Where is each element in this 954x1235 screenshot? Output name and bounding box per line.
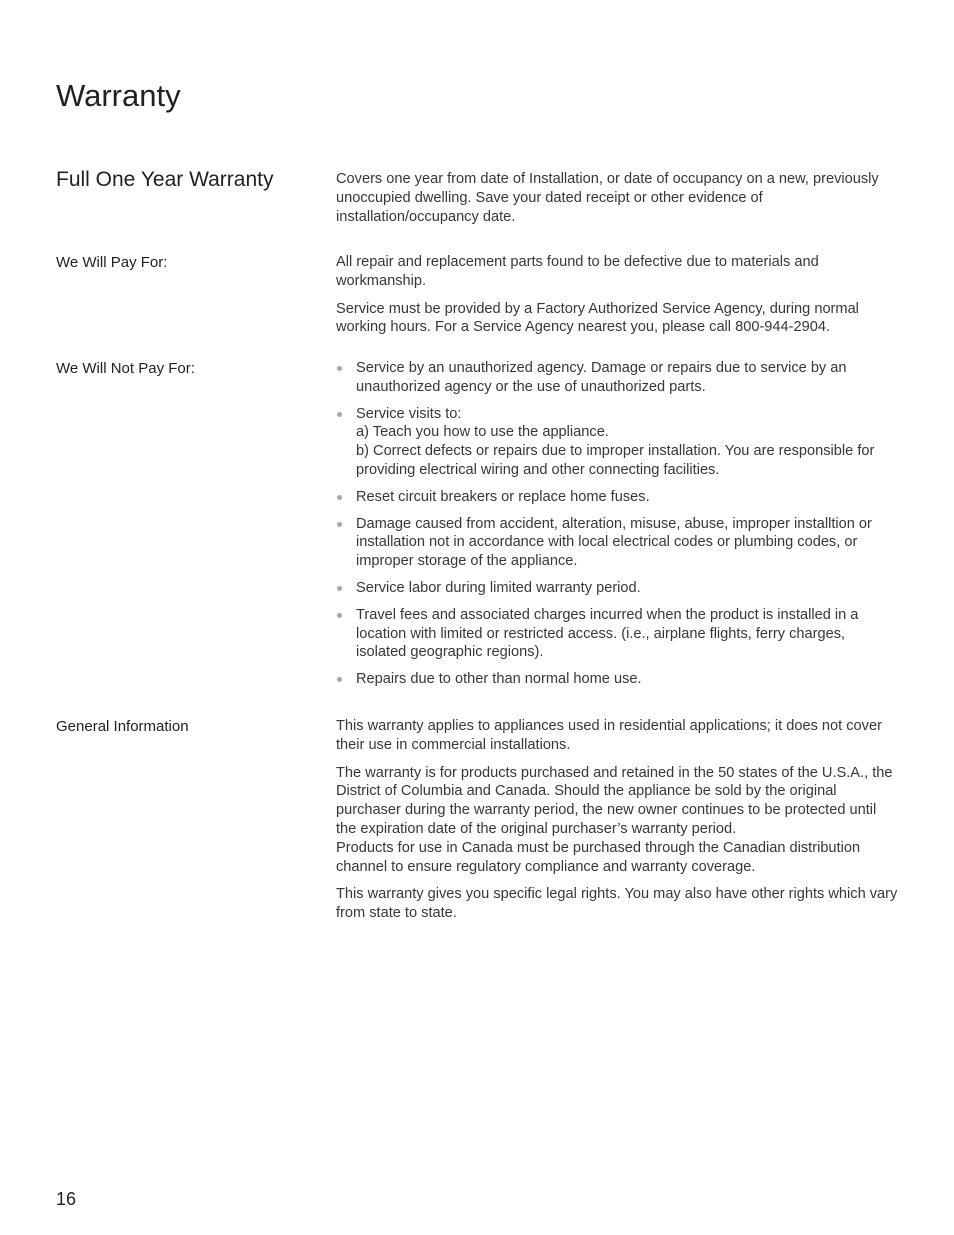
general-info-paragraph-3: Products for use in Canada must be purchased through the Canadian distribution channel to ensure regulatory compliance and warranty coverage.	[336, 839, 861, 875]
general-info-body	[336, 717, 898, 932]
bullet-icon	[337, 366, 342, 371]
list-item	[336, 606, 898, 662]
list-item-text: Damage caused from accident, alteration, misuse, abuse, improper installtion or installation not in accordance with local electrical codes or plumbing codes, or improper storage of the appliance.	[356, 515, 872, 570]
will-not-pay-body	[336, 359, 898, 697]
bullet-icon	[337, 586, 342, 591]
will-pay-paragraph-1: All repair and replacement parts found to be defective due to materials and workmanship.	[336, 254, 819, 289]
bullet-icon	[337, 677, 342, 682]
bullet-icon	[337, 613, 342, 618]
bullet-icon	[337, 522, 342, 527]
general-info-paragraph-1: This warranty applies to appliances used in residential applications; it does not cover their use in commercial installations.	[336, 718, 882, 753]
full-warranty-heading: Full One Year Warranty	[56, 168, 274, 191]
list-item-text: Service labor during limited warranty period.	[356, 579, 641, 596]
will-pay-body	[336, 253, 898, 346]
bullet-icon	[337, 495, 342, 500]
full-warranty-body	[336, 170, 898, 235]
list-item	[336, 670, 898, 689]
list-item-text: a) Teach you how to use the appliance.	[356, 424, 609, 441]
list-item-text: Reset circuit breakers or replace home fuses.	[356, 488, 650, 505]
bullet-icon	[337, 412, 342, 417]
will-not-pay-heading: We Will Not Pay For:	[56, 360, 195, 377]
list-item	[336, 579, 898, 598]
general-info-paragraph-4: This warranty gives you specific legal rights. You may also have other rights which vary from state to state.	[336, 886, 898, 922]
list-item	[336, 359, 898, 397]
general-info-paragraph-2: The warranty is for products purchased and retained in the 50 states of the U.S.A., the District of Columbia and Canada. Should the appliance be sold by the original purchaser during the warranty period, the new owner continues to be protected until the expiration date of the original purchaser’s warranty period.	[336, 764, 893, 837]
page-number: 16	[56, 1189, 77, 1209]
list-item	[336, 488, 898, 507]
will-pay-paragraph-2: Service must be provided by a Factory Authorized Service Agency, during normal working hours. For a Service Agency nearest you, please call 800-944-2904.	[336, 300, 859, 336]
list-item-text: b) Correct defects or repairs due to improper installation. You are responsible for providing electrical wiring and other connecting facilities.	[356, 443, 875, 478]
list-item-text: Service visits to:	[356, 405, 462, 422]
list-item	[336, 405, 898, 480]
list-item-text: Repairs due to other than normal home use.	[356, 671, 642, 688]
list-item-text: Service by an unauthorized agency. Damage or repairs due to service by an unauthorized agency or the use of unauthorized parts.	[356, 360, 847, 395]
exclusions-list	[336, 359, 898, 689]
full-warranty-paragraph: Covers one year from date of Installation, or date of occupancy on a new, previously unoccupied dwelling. Save your dated receipt or other evidence of installation/occupancy date.	[336, 171, 879, 225]
page-title: Warranty	[56, 78, 181, 113]
list-item-text: Travel fees and associated charges incurred when the product is installed in a location with limited or restricted access. (i.e., airplane flights, ferry charges, isolated geographic regions).	[356, 606, 859, 661]
will-pay-heading: We Will Pay For:	[56, 254, 168, 271]
list-item	[336, 515, 898, 571]
general-info-heading: General Information	[56, 718, 189, 735]
